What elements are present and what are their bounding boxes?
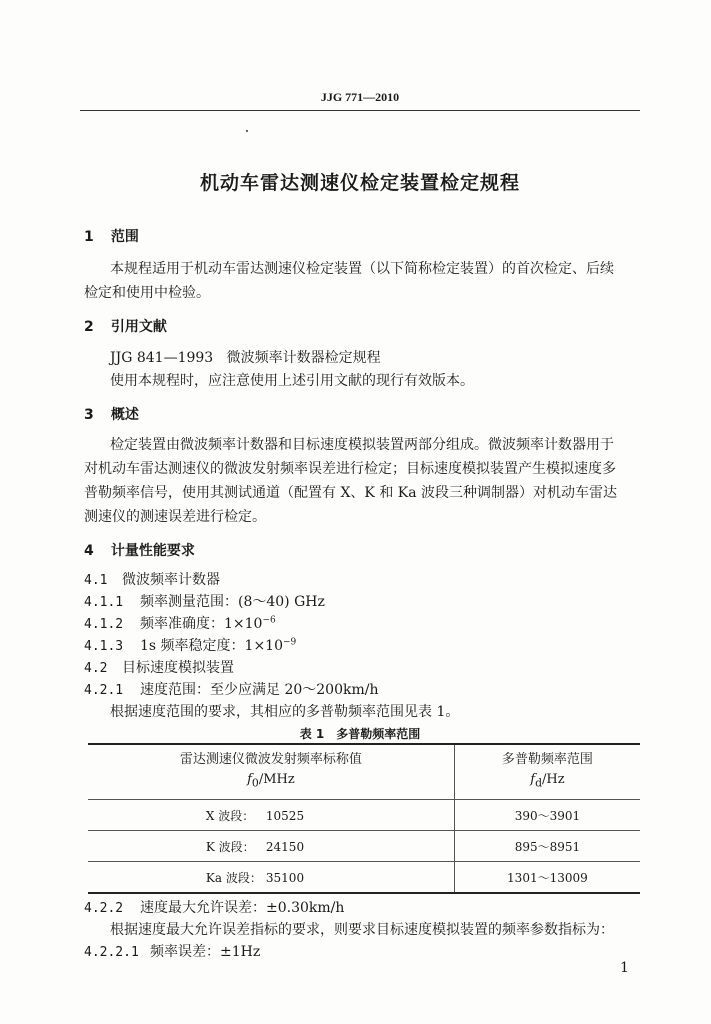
column-title: 雷达测速仪微波发射频率标称值: [179, 752, 362, 768]
section-heading-4: [84, 540, 195, 560]
paragraph-line: 对机动车雷达测速仪的微波发射频率误差进行检定；目标速度模拟装置产生模拟速度多: [84, 461, 616, 477]
clause-number: 4.2.2: [84, 901, 124, 916]
reference-entry: [110, 347, 381, 367]
clause-number: 4.1.1: [84, 595, 124, 610]
clause-number: 4.2: [84, 661, 108, 676]
header-rule: [80, 110, 640, 111]
paragraph-line: 根据速度最大允许误差指标的要求，则要求目标速度模拟装置的频率参数指标为：: [110, 922, 614, 938]
clause-4-2-2-1: [84, 941, 260, 961]
reference-title: 微波频率计数器检定规程: [226, 350, 381, 366]
clause-number: 4.2.2.1: [84, 945, 139, 960]
clause-number: 4.2.1: [84, 683, 124, 698]
clause-4-1: [84, 569, 220, 589]
scan-speck: [246, 130, 248, 132]
clause-text: 微波频率计数器: [122, 572, 220, 588]
section-title: 引用文献: [110, 319, 167, 335]
section-number: 4: [84, 543, 94, 559]
section-heading-2: [84, 316, 167, 336]
paragraph-line: 检定和使用中检验。: [84, 285, 210, 301]
clause-4-2: [84, 657, 234, 677]
section-title: 范围: [110, 229, 139, 245]
column-title: 多普勒频率范围: [501, 752, 593, 768]
band-cell: K 波段： 24150: [88, 831, 454, 862]
page-number: 1: [620, 960, 629, 976]
clause-text: 频率测量范围：(8～40) GHz: [140, 594, 325, 610]
table-row: [88, 862, 640, 894]
clause-text: 频率准确度：1×10: [140, 616, 263, 632]
doppler-frequency-table: [88, 743, 640, 894]
table-caption: 表 1 多普勒频率范围: [299, 727, 421, 741]
range-cell: 1301～13009: [454, 862, 640, 894]
clause-text: 频率误差：±1Hz: [150, 944, 261, 960]
table-row: [88, 800, 640, 831]
clause-text: 1s 频率稳定度：1×10: [140, 638, 283, 654]
section-title: 概述: [110, 407, 139, 423]
column-unit: $f_0$/MHz: [247, 772, 295, 790]
column-header: [454, 744, 640, 800]
paragraph-line: 使用本规程时，应注意使用上述引用文献的现行有效版本。: [110, 373, 474, 389]
clause-number: 4.1.3: [84, 639, 124, 654]
clause-4-1-3: [84, 635, 296, 655]
section-number: 3: [84, 407, 94, 423]
band-cell: Ka 波段： 35100: [88, 862, 454, 894]
exponent: −6: [262, 615, 276, 626]
range-cell: 895～8951: [454, 831, 640, 862]
clause-number: 4.1: [84, 573, 108, 588]
table-row: [88, 831, 640, 862]
section-heading-3: [84, 404, 139, 424]
clause-text: 速度范围：至少应满足 20～200km/h: [140, 682, 379, 698]
paragraph-line: 检定装置由微波频率计数器和目标速度模拟装置两部分组成。微波频率计数器用于: [110, 437, 614, 453]
clause-4-2-1: [84, 679, 378, 699]
clause-4-1-1: [84, 591, 325, 611]
paragraph-line: 测速仪的测速误差进行检定。: [84, 509, 266, 525]
paragraph-line: 根据速度范围的要求，其相应的多普勒频率范围见表 1。: [110, 704, 460, 720]
paragraph-line: 本规程适用于机动车雷达测速仪检定装置（以下简称检定装置）的首次检定、后续: [110, 261, 614, 277]
section-number: 1: [84, 229, 94, 245]
clause-text: 速度最大允许误差：±0.30km/h: [140, 900, 345, 916]
clause-4-1-2: [84, 613, 276, 633]
column-header: [88, 744, 454, 800]
clause-text: 目标速度模拟装置: [122, 660, 234, 676]
clause-4-2-2: [84, 897, 344, 917]
section-number: 2: [84, 319, 94, 335]
exponent: −9: [283, 637, 297, 648]
range-cell: 390～3901: [454, 800, 640, 831]
band-cell: X 波段： 10525: [88, 800, 454, 831]
reference-code: JJG 841—1993: [110, 350, 214, 366]
paragraph-line: 普勒频率信号，使用其测试通道（配置有 X、K 和 Ka 波段三种调制器）对机动车雷达: [84, 485, 618, 501]
column-unit: $f_d/Hz$: [530, 772, 565, 790]
clause-number: 4.1.2: [84, 617, 124, 632]
section-heading-1: [84, 226, 139, 246]
document-code-header: JJG 771—2010: [320, 90, 400, 104]
section-title: 计量性能要求: [110, 543, 195, 559]
page-title: 机动车雷达测速仪检定装置检定规程: [199, 172, 520, 194]
